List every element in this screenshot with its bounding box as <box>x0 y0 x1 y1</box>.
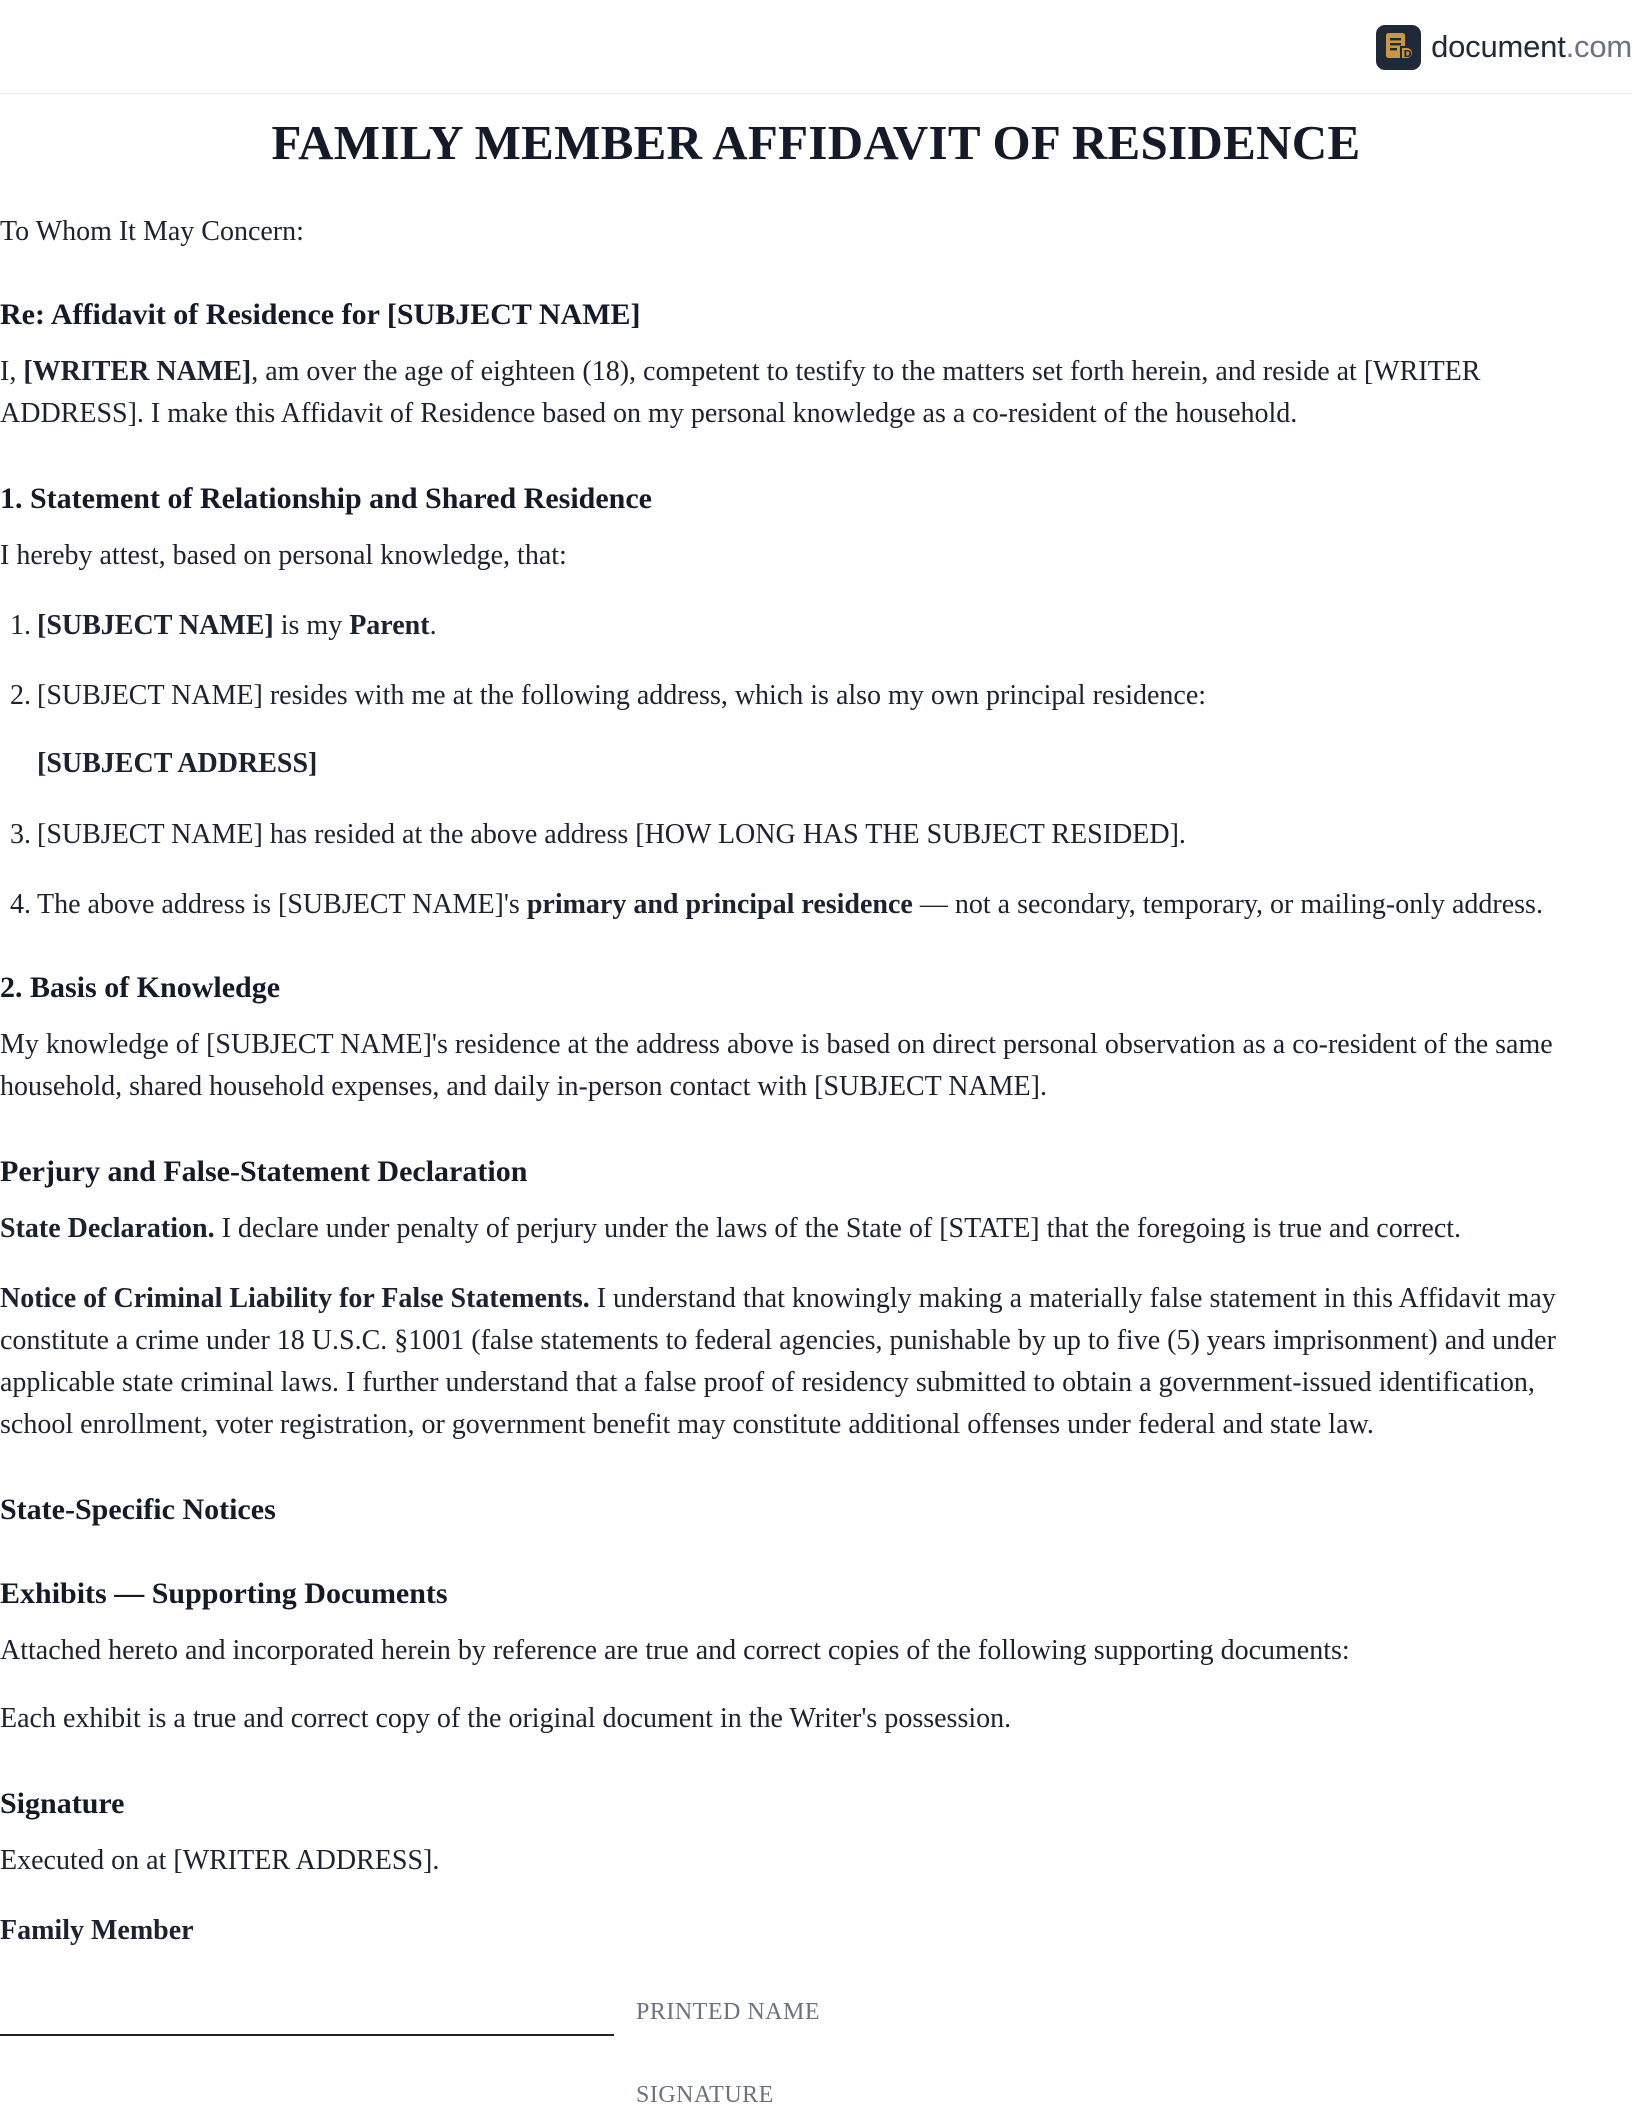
re-line: Re: Affidavit of Residence for [SUBJECT NAME] <box>0 298 641 331</box>
list-item: 4. The above address is [SUBJECT NAME]'s primary and principal residence — not a secondary, temporary, or mailing-only address. <box>10 889 1543 920</box>
list-item: 1. [SUBJECT NAME] is my Parent. <box>10 610 437 641</box>
criminal-notice-line-4: school enrollment, voter registration, or government benefit may constitute additional offenses under federal and state law. <box>0 1409 1374 1440</box>
perjury-heading: Perjury and False-Statement Declaration <box>0 1155 528 1188</box>
section-2-line-2: household, shared household expenses, and daily in-person contact with [SUBJECT NAME]. <box>0 1071 1047 1102</box>
signature-heading: Signature <box>0 1787 125 1820</box>
brand-name: document.com <box>1431 29 1632 64</box>
salutation: To Whom It May Concern: <box>0 216 304 247</box>
criminal-notice-line-1: Notice of Criminal Liability for False Statements. I understand that knowingly making a materially false statement in this Affidavit may <box>0 1283 1556 1314</box>
state-notices-heading: State-Specific Notices <box>0 1493 276 1526</box>
writer-name: [WRITER NAME] <box>23 356 252 387</box>
printed-name-label: PRINTED NAME <box>636 1999 820 2025</box>
intro-line-1: I, [WRITER NAME], am over the age of eighteen (18), competent to testify to the matters set forth herein, and reside at [WRITER <box>0 356 1481 387</box>
executed-line: Executed on at [WRITER ADDRESS]. <box>0 1845 440 1876</box>
section-1-lead: I hereby attest, based on personal knowledge, that: <box>0 540 567 571</box>
brand[interactable] <box>1376 24 1632 70</box>
list-item: 2. [SUBJECT NAME] resides with me at the following address, which is also my own principal residence: <box>10 680 1207 711</box>
exhibits-line-2: Each exhibit is a true and correct copy of the original document in the Writer's possession. <box>0 1703 1012 1734</box>
svg-text:D: D <box>1403 49 1412 60</box>
criminal-notice-line-2: constitute a crime under 18 U.S.C. §1001 (false statements to federal agencies, punishable by up to five (5) years imprisonment) and under <box>0 1325 1556 1356</box>
intro-line-2: ADDRESS]. I make this Affidavit of Residence based on my personal knowledge as a co-resident of the household. <box>0 398 1298 429</box>
signature-label: SIGNATURE <box>636 2082 774 2108</box>
exhibits-heading: Exhibits — Supporting Documents <box>0 1577 448 1610</box>
exhibits-line-1: Attached hereto and incorporated herein by reference are true and correct copies of the following supporting documents: <box>0 1635 1350 1666</box>
document-title: FAMILY MEMBER AFFIDAVIT OF RESIDENCE <box>271 115 1361 170</box>
state-declaration: State Declaration. I declare under penalty of perjury under the laws of the State of [STATE] that the foregoing is true and correct. <box>0 1213 1462 1244</box>
printed-name-line[interactable] <box>0 2034 614 2036</box>
section-2-line-1: My knowledge of [SUBJECT NAME]'s residence at the address above is based on direct personal observation as a co-resident of the same <box>0 1029 1553 1060</box>
list-item: 3. [SUBJECT NAME] has resided at the above address [HOW LONG HAS THE SUBJECT RESIDED]. <box>10 819 1186 850</box>
site-header <box>0 0 1632 94</box>
criminal-notice-line-3: applicable state criminal laws. I further understand that a false proof of residency submitted to obtain a government-issued identification, <box>0 1367 1535 1398</box>
section-1-heading: 1. Statement of Relationship and Shared Residence <box>0 482 652 515</box>
subject-address: [SUBJECT ADDRESS] <box>37 748 318 779</box>
section-2-heading: 2. Basis of Knowledge <box>0 971 281 1004</box>
document-logo-icon <box>1376 25 1421 70</box>
signer-role: Family Member <box>0 1915 194 1946</box>
